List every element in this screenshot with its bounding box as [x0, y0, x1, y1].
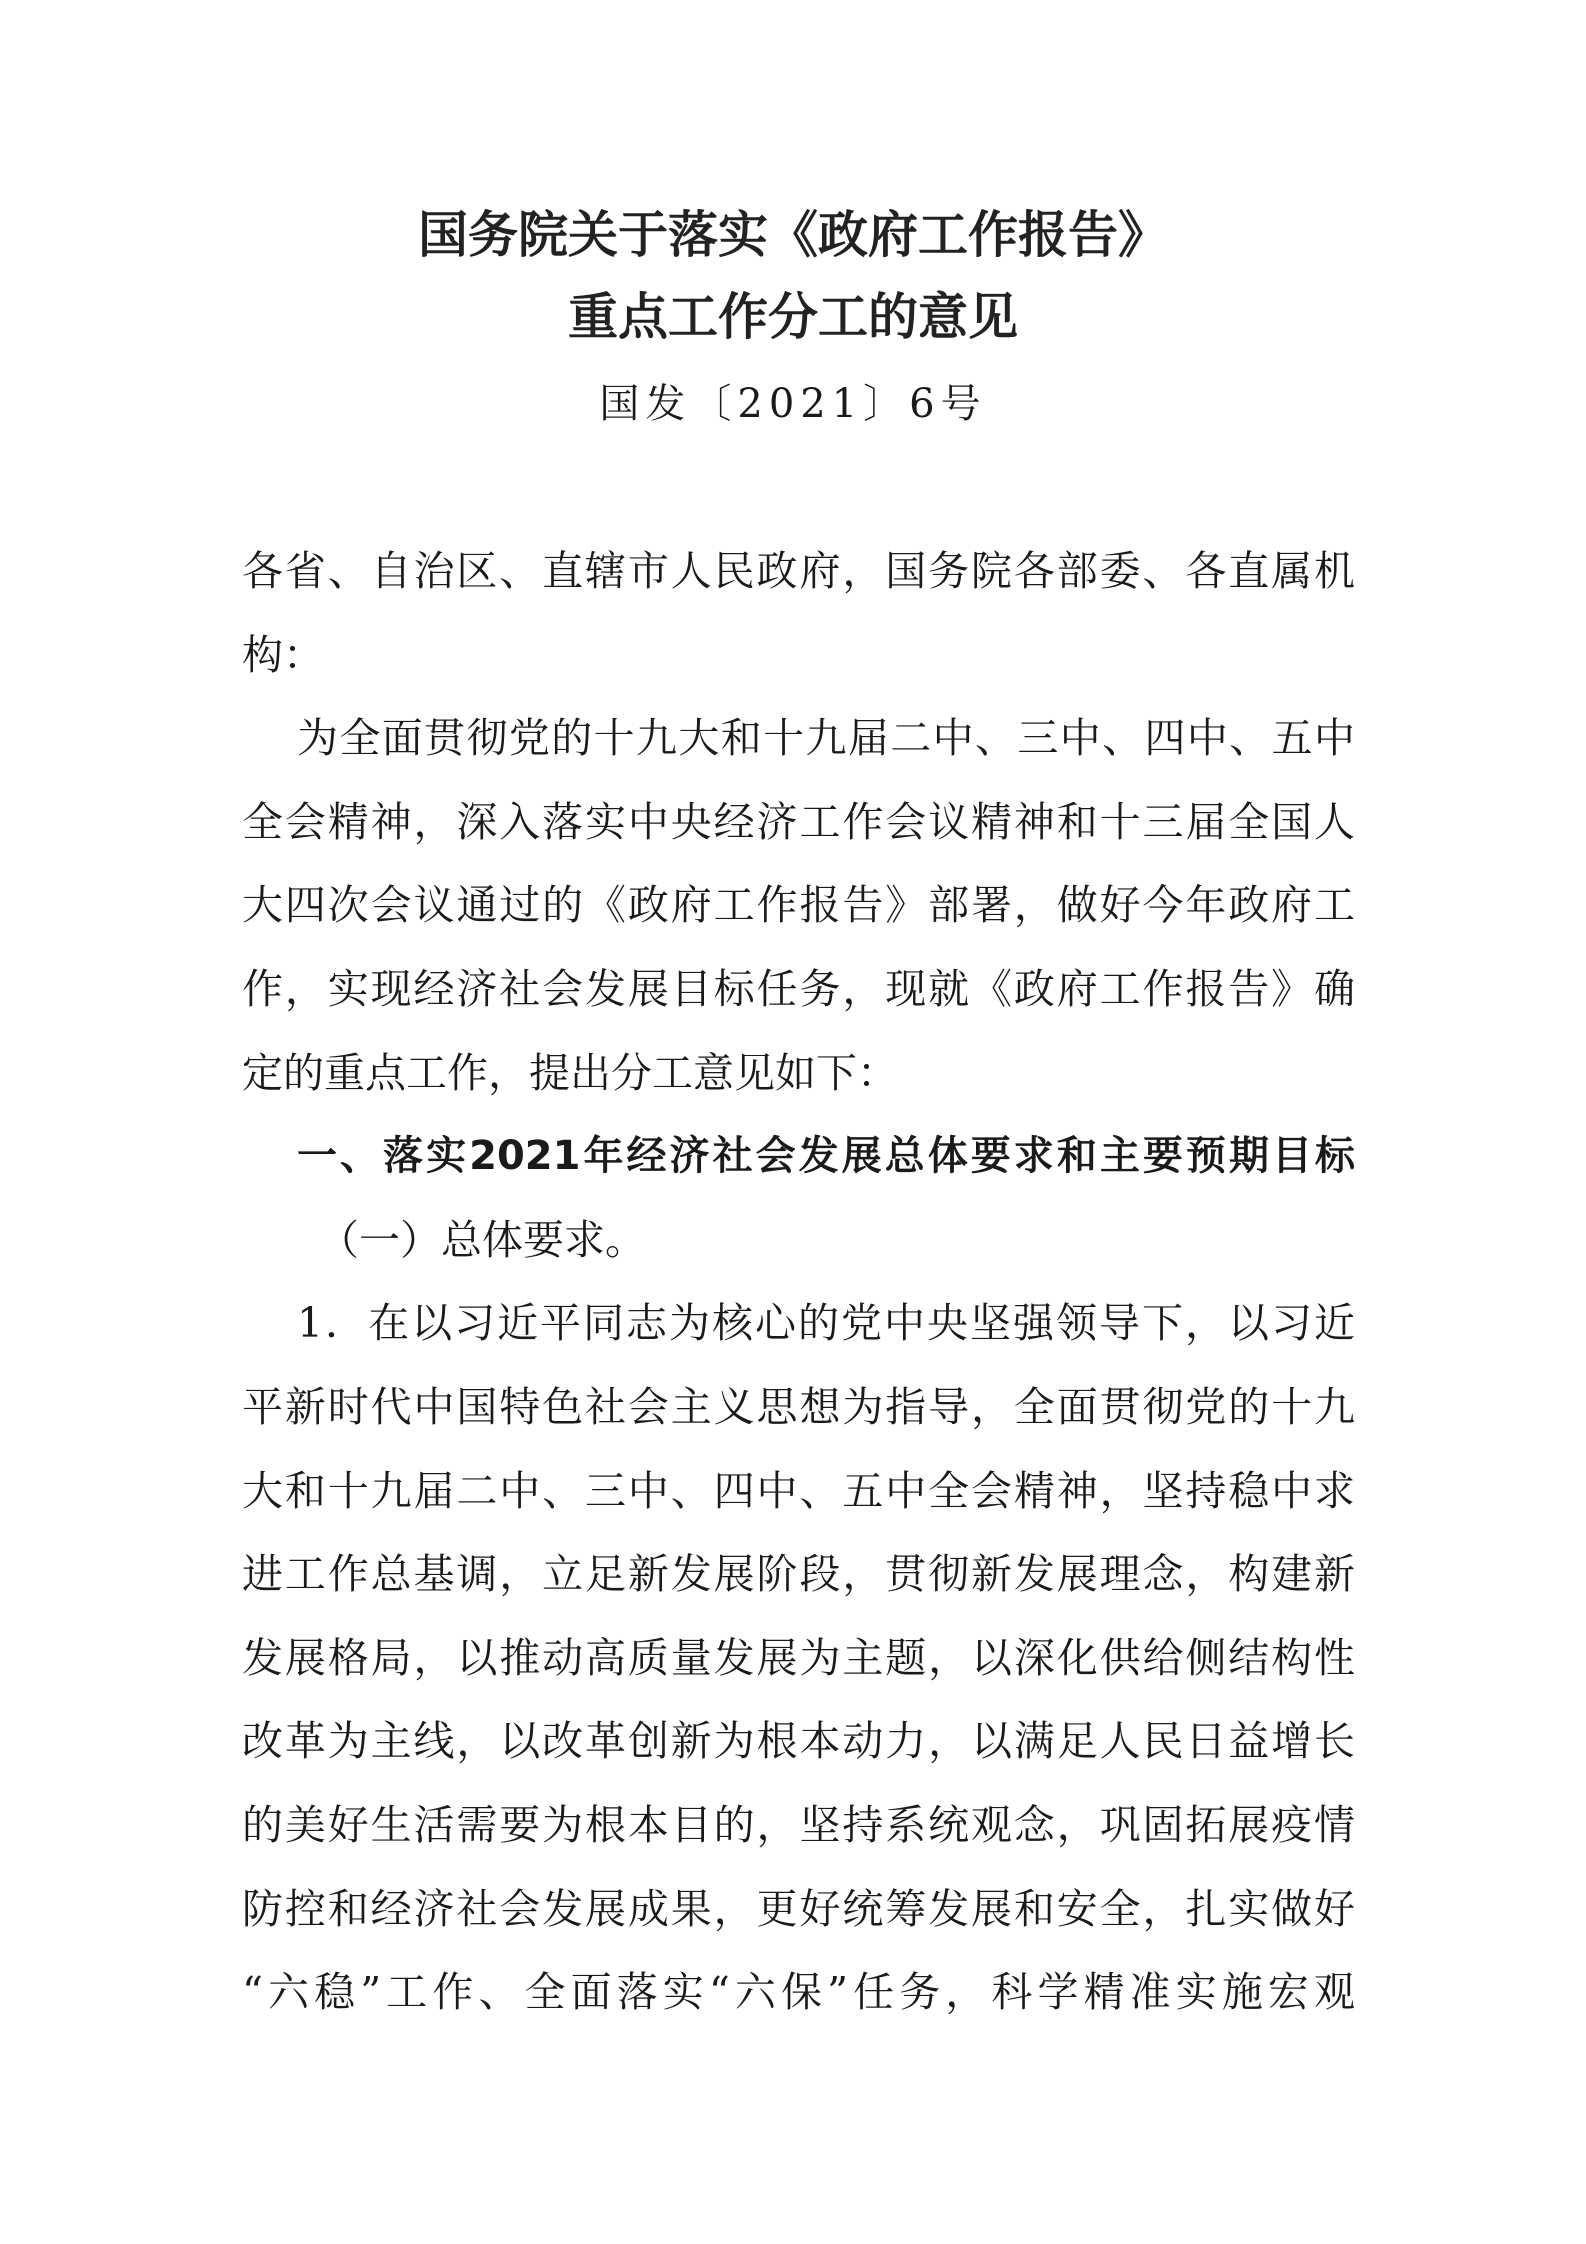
body-line: “六稳”工作、全面落实“六保”任务，科学精准实施宏观 [242, 1968, 1355, 2017]
body-line: 改革为主线，以改革创新为根本动力，以满足人民日益增长 [242, 1717, 1355, 1766]
body-line: 发展格局，以推动高质量发展为主题，以深化供给侧结构性 [242, 1633, 1355, 1682]
body-line: 平新时代中国特色社会主义思想为指导，全面贯彻党的十九 [242, 1383, 1355, 1431]
body-line: 大和十九届二中、三中、四中、五中全会精神，坚持稳中求 [242, 1466, 1355, 1515]
document-title-line-1: 国务院关于落实《政府工作报告》 [418, 206, 1168, 264]
body-line: 的美好生活需要为根本目的，坚持系统观念，巩固拓展疫情 [242, 1801, 1355, 1849]
body-line: 大四次会议通过的《政府工作报告》部署，做好今年政府工 [242, 881, 1355, 930]
body-line: 各省、自治区、直辖市人民政府，国务院各部委、各直属机 [242, 547, 1355, 595]
body-line: 防控和经济社会发展成果，更好统筹发展和安全，扎实做好 [242, 1884, 1355, 1933]
subsection-heading: （一）总体要求。 [318, 1215, 646, 1264]
body-line: 构： [242, 630, 324, 679]
body-line: 作，实现经济社会发展目标任务，现就《政府工作报告》确 [242, 965, 1355, 1013]
document-number: 国发〔2021〕6号 [599, 381, 987, 427]
body-line: 定的重点工作，提出分工意见如下： [242, 1048, 898, 1097]
body-line: 1．在以习近平同志为核心的党中央坚强领导下，以习近 [297, 1299, 1355, 1348]
section-heading: 一、落实2021年经济社会发展总体要求和主要预期目标 [297, 1133, 1355, 1180]
body-line: 全会精神，深入落实中央经济工作会议精神和十三届全国人 [242, 797, 1355, 846]
body-line: 为全面贯彻党的十九大和十九届二中、三中、四中、五中 [297, 714, 1355, 763]
body-line: 进工作总基调，立足新发展阶段，贯彻新发展理念，构建新 [242, 1550, 1355, 1599]
document-title-line-2: 重点工作分工的意见 [568, 288, 1018, 346]
